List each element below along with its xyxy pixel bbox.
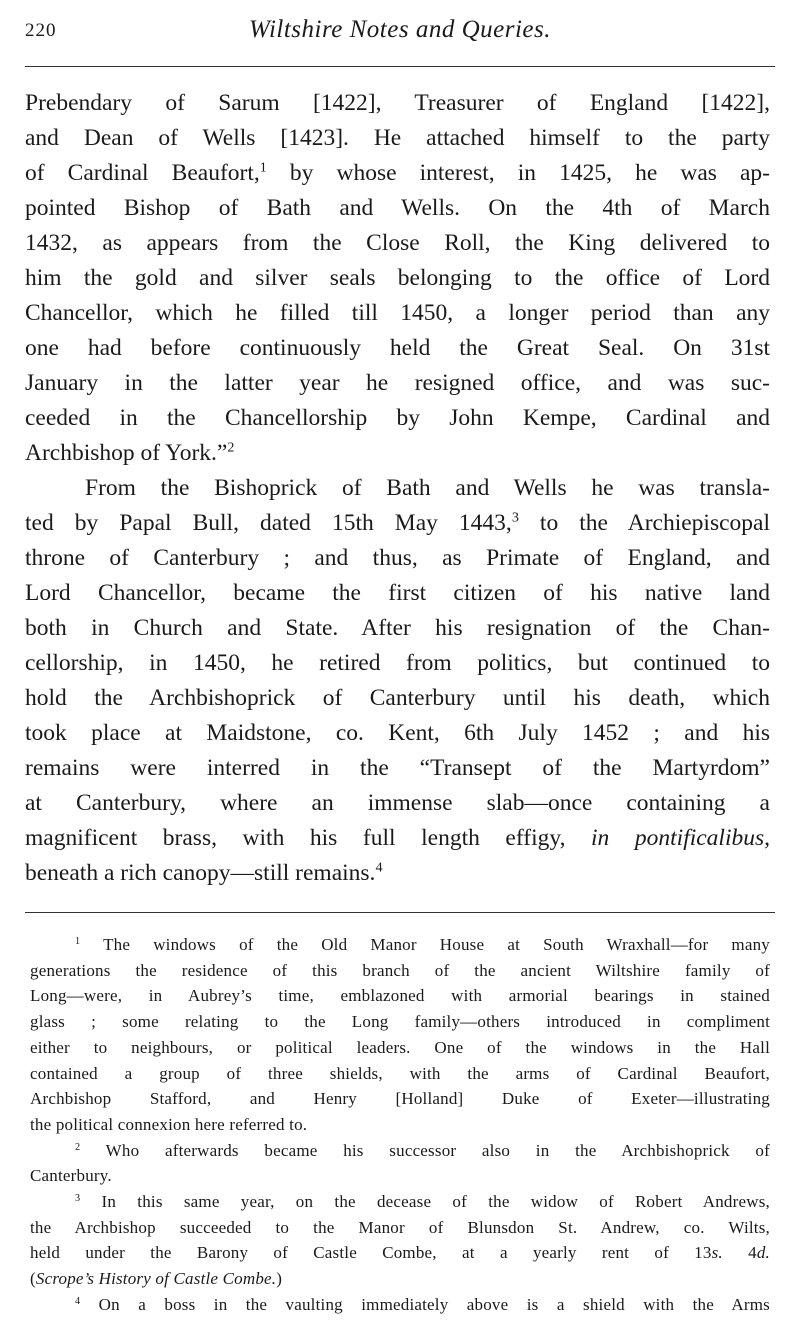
text-run: ted by Papal Bull, dated 15th May 1443, [25,510,512,536]
footnote-line [30,1009,770,1035]
footnote-line [75,1292,770,1318]
text-run: the Archbishop succeeded to the Manor of Blunsdon St. Andrew, co. Wilts, [30,1217,770,1237]
page-number: 220 [25,20,57,41]
text-run: beneath a rich canopy—still remains. [25,860,376,886]
text-run: ) [276,1269,283,1289]
footnote-line [30,1240,770,1266]
text-run: took place at Maidstone, co. Kent, 6th July 1452 ; and his [25,720,770,746]
body-line [25,716,770,751]
body-line [25,821,770,856]
footnote-line [30,1112,770,1138]
text-run: Chancellor, which he filled till 1450, a longer period than any [25,300,770,326]
text-run: and Dean of Wells [1423]. He attached himself to the party [25,125,770,151]
text-run: In this same year, on the decease of the widow of Robert Andrews, [80,1192,770,1211]
footnote-marker: 4 [75,1295,81,1307]
text-run: On a boss in the vaulting immediately above is a shield with the Arms [80,1294,770,1314]
text-run: to the Archiepiscopal [518,510,770,536]
text-run: throne of Canterbury ; and thus, as Primate of England, and [25,545,770,571]
footnote-line [75,1138,770,1164]
text-run: Lord Chancellor, became the first citizen of his native land [25,580,770,606]
body-line [25,646,770,681]
body-line [85,471,770,506]
body-line [25,226,770,261]
text-run: the political connexion here referred to. [30,1114,308,1134]
body-line [25,366,770,401]
text-run: Archbishop of York.” [25,440,228,466]
footnote-line [30,983,770,1009]
text-run: ceeded in the Chancellorship by John Kempe, Cardinal and [25,405,770,431]
body-line [25,296,770,331]
footnote-line [30,1215,770,1241]
text-run: pointed Bishop of Bath and Wells. On the 4th of March [25,195,770,221]
body-line [25,401,770,436]
footnote-line [30,1163,770,1189]
text-run: Long—were, in Aubrey’s time, emblazoned with armorial bearings in stained [30,986,770,1006]
footnote-line [30,1086,770,1112]
text-run: 4 [722,1243,757,1263]
text-run: at Canterbury, where an immense slab—once containing a [25,790,770,816]
footnote-line [75,932,770,958]
footnote-marker: 3 [75,1192,81,1204]
text-run: generations the residence of this branch of the ancient Wiltshire family of [30,960,770,980]
italic-text: Scrope’s History of Castle Combe. [35,1269,277,1289]
footnote-marker: 1 [259,159,267,176]
footnote-marker: 3 [511,509,519,526]
body-line [25,611,770,646]
text-run: either to neighbours, or political leaders. One of the windows in the Hall [30,1037,770,1057]
text-run: Prebendary of Sarum [1422], Treasurer of England [1422], [25,90,770,116]
footnote-marker: 2 [75,1141,81,1153]
text-run: ( [30,1269,36,1289]
body-line [25,786,770,821]
body-line [25,86,770,121]
italic-text: d. [756,1243,770,1263]
text-run: Canterbury. [30,1166,112,1186]
italic-text: in pontificalibus, [591,825,771,851]
text-run: magnificent brass, with his full length effigy, [25,825,592,851]
running-title: Wiltshire Notes and Queries. [249,16,551,43]
text-run: The windows of the Old Manor House at South Wraxhall—for many [80,935,770,954]
text-run: Who afterwards became his successor also in the Archbishoprick of [80,1140,770,1160]
body-line [25,541,770,576]
body-line [25,261,770,296]
text-run: hold the Archbishoprick of Canterbury until his death, which [25,685,770,711]
header-rule [25,66,775,67]
footnote-marker: 2 [227,439,235,456]
text-run: by whose interest, in 1425, he was ap- [266,160,770,186]
italic-text: s. [711,1243,723,1263]
text-run: January in the latter year he resigned office, and was suc- [25,370,770,396]
footnote-marker: 1 [75,935,81,947]
text-run: one had before continuously held the Great Seal. On 31st [25,335,770,361]
footnote-line [30,1266,770,1292]
text-run: of Cardinal Beaufort, [25,160,260,186]
text-run: him the gold and silver seals belonging to the office of Lord [25,265,770,291]
footnote-line [30,1035,770,1061]
footnote-rule [25,912,775,913]
footnote-line [30,1061,770,1087]
footnote-marker: 4 [375,859,383,876]
body-line [25,121,770,156]
text-run: Archbishop Stafford, and Henry [Holland] Duke of Exeter—illustrating [30,1089,770,1109]
body-line [25,681,770,716]
body-line [25,156,770,191]
text-run: 1432, as appears from the Close Roll, the King delivered to [25,230,770,256]
footnote-line [30,958,770,984]
text-run: held under the Barony of Castle Combe, at a yearly rent of 13 [30,1243,712,1263]
body-line [25,506,770,541]
body-line [25,856,770,891]
body-line [25,191,770,226]
footnote-line [75,1189,770,1215]
body-line [25,751,770,786]
text-run: cellorship, in 1450, he retired from politics, but continued to [25,650,770,676]
text-run: both in Church and State. After his resignation of the Chan- [25,615,770,641]
text-run: glass ; some relating to the Long family—others introduced in compliment [30,1012,770,1032]
text-run: remains were interred in the “Transept of the Martyrdom” [25,755,770,781]
text-run: From the Bishoprick of Bath and Wells he was transla- [85,475,770,501]
text-run: contained a group of three shields, with the arms of Cardinal Beaufort, [30,1063,770,1083]
body-line [25,576,770,611]
body-line [25,331,770,366]
body-line [25,436,770,471]
